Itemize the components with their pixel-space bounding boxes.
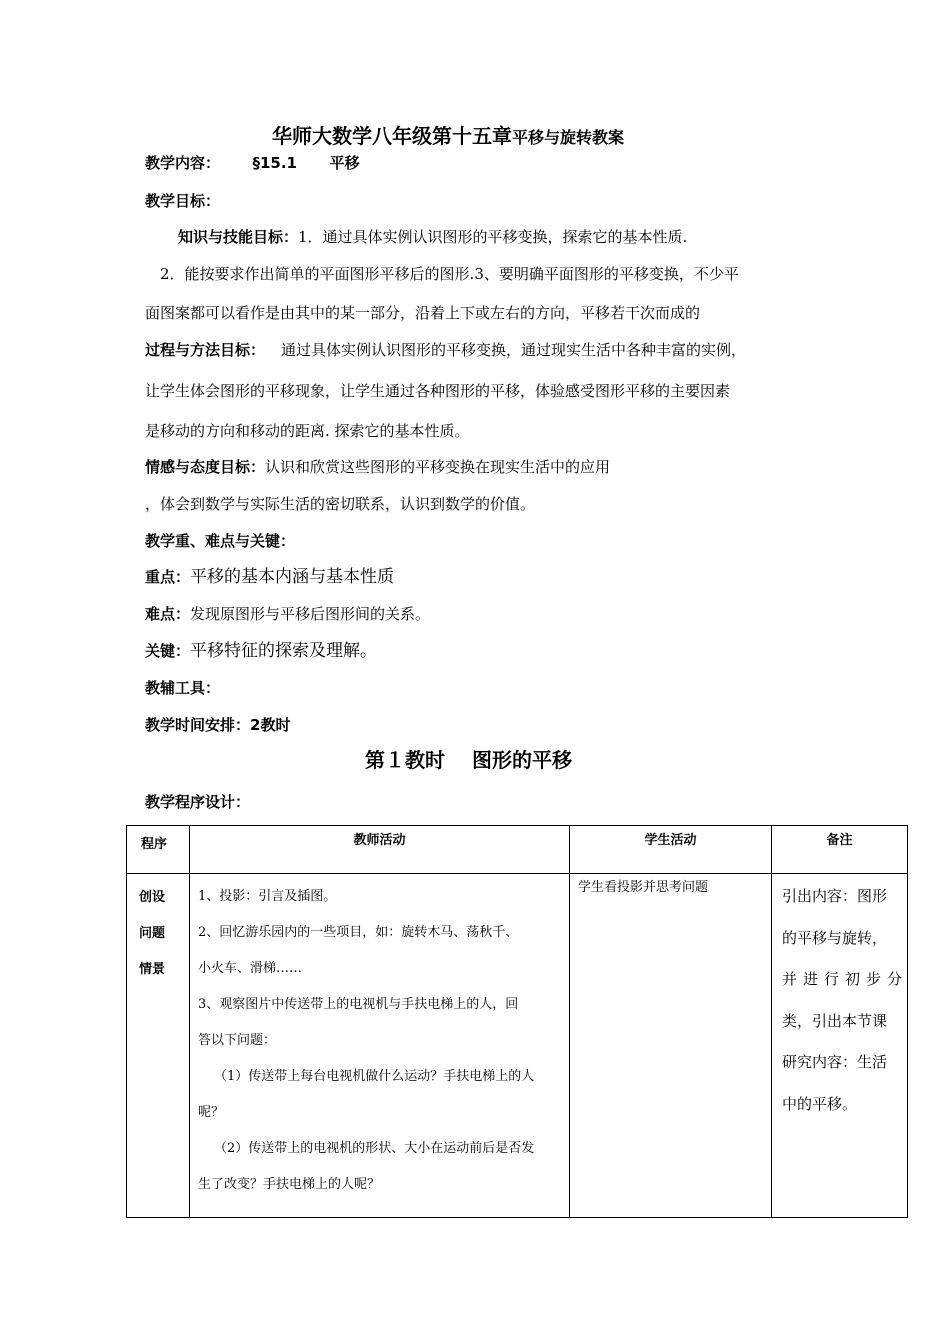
note-line: 类，引出本节课 [782, 1011, 888, 1030]
content-label: 教学内容： [145, 154, 221, 172]
note-line: 的平移与旋转， [782, 928, 888, 947]
emotion-line-1 [145, 457, 610, 477]
teacher-line: （1）传送带上每台电视机做什么运动？手扶电梯上的人 [214, 1069, 535, 1084]
crux-text: 平移特征的探索及理解。 [190, 641, 378, 661]
title-tail: 平移与旋转教案 [512, 128, 625, 147]
process-line-3: 是移动的方向和移动的距离. 探索它的基本性质。 [145, 422, 470, 440]
stage-line: 问题 [139, 926, 166, 941]
design-label: 教学程序设计： [145, 793, 251, 811]
content-topic: 平移 [329, 154, 360, 172]
emotion-text-1: 认识和欣赏这些图形的平移变换在现实生活中的应用 [265, 458, 611, 476]
lesson-title: 第１教时 图形的平移 [365, 748, 572, 772]
difficult-line [145, 604, 430, 624]
teacher-line: 2、回忆游乐园内的一些项目，如：旋转木马、荡秋千、 [198, 925, 519, 940]
emotion-label: 情感与态度目标： [145, 458, 266, 476]
crux-label: 关键： [145, 642, 191, 660]
knowledge-line-1 [178, 227, 687, 247]
process-text-1: 通过具体实例认识图形的平移变换，通过现实生活中各种丰富的实例， [281, 341, 747, 359]
header-procedure: 程序 [127, 826, 190, 874]
process-line-2: 让学生体会图形的平移现象，让学生通过各种图形的平移，体验感受图形平移的主要因素 [145, 382, 731, 400]
knowledge-text-1: 1．通过具体实例认识图形的平移变换，探索它的基本性质. [298, 228, 688, 246]
focus-label: 重点： [145, 568, 191, 586]
content-section: §15.1 [252, 154, 297, 172]
crux-line [145, 641, 377, 661]
title-main: 华师大数学八年级第十五章 [272, 124, 512, 148]
goals-label: 教学目标： [145, 192, 221, 210]
teacher-activity-cell [190, 874, 570, 1218]
student-activity-cell: 学生看投影并思考问题 [570, 874, 772, 1218]
stage-line: 创设 [139, 890, 166, 905]
focus-line [145, 567, 394, 587]
knowledge-label: 知识与技能目标： [178, 228, 299, 246]
emotion-line-2: ，体会到数学与实际生活的密切联系，认识到数学的价值。 [145, 495, 536, 513]
key-points-label: 教学重、难点与关键： [145, 532, 296, 550]
table-header-row [127, 826, 908, 874]
content-line [145, 153, 359, 173]
stage-cell [127, 874, 190, 1218]
focus-text: 平移的基本内涵与基本性质 [190, 567, 395, 587]
teacher-line: 1、投影：引言及插图。 [198, 889, 337, 904]
process-line-1 [145, 340, 746, 360]
note-line: 研究内容：生活 [782, 1053, 888, 1071]
teacher-line: 呢？ [198, 1105, 225, 1120]
difficult-label: 难点： [145, 605, 191, 623]
teacher-line: 答以下问题： [198, 1033, 277, 1048]
teacher-line: 3、观察图片中传送带上的电视机与手扶电梯上的人，回 [198, 997, 519, 1012]
stage-line: 情景 [139, 962, 166, 977]
note-line: 中的平移。 [782, 1094, 858, 1113]
note-line: 引出内容：图形 [782, 887, 888, 905]
header-notes: 备注 [772, 826, 908, 874]
difficult-text: 发现原图形与平移后图形间的关系。 [190, 605, 431, 623]
header-student-activity: 学生活动 [570, 826, 772, 874]
document-title [272, 126, 624, 148]
knowledge-line-3: 面图案都可以看作是由其中的某一部分，沿着上下或左右的方向，平移若干次而成的 [145, 304, 701, 322]
time-label: 教学时间安排：2教时 [145, 716, 291, 734]
teacher-line: 生了改变？手扶电梯上的人呢？ [198, 1177, 381, 1192]
note-line: 并进行初步分 [782, 970, 909, 988]
tools-label: 教辅工具： [145, 679, 221, 697]
knowledge-line-2: 2．能按要求作出简单的平面图形平移后的图形.3、要明确平面图形的平移变换，不少平 [160, 265, 739, 283]
header-teacher-activity: 教师活动 [190, 826, 570, 874]
procedure-table [126, 825, 908, 1218]
table-row [127, 874, 908, 1218]
teacher-line: （2）传送带上的电视机的形状、大小在运动前后是否发 [214, 1141, 535, 1156]
notes-cell [772, 874, 908, 1218]
teacher-line: 小火车、滑梯…… [198, 961, 303, 976]
process-label: 过程与方法目标： [145, 341, 266, 359]
